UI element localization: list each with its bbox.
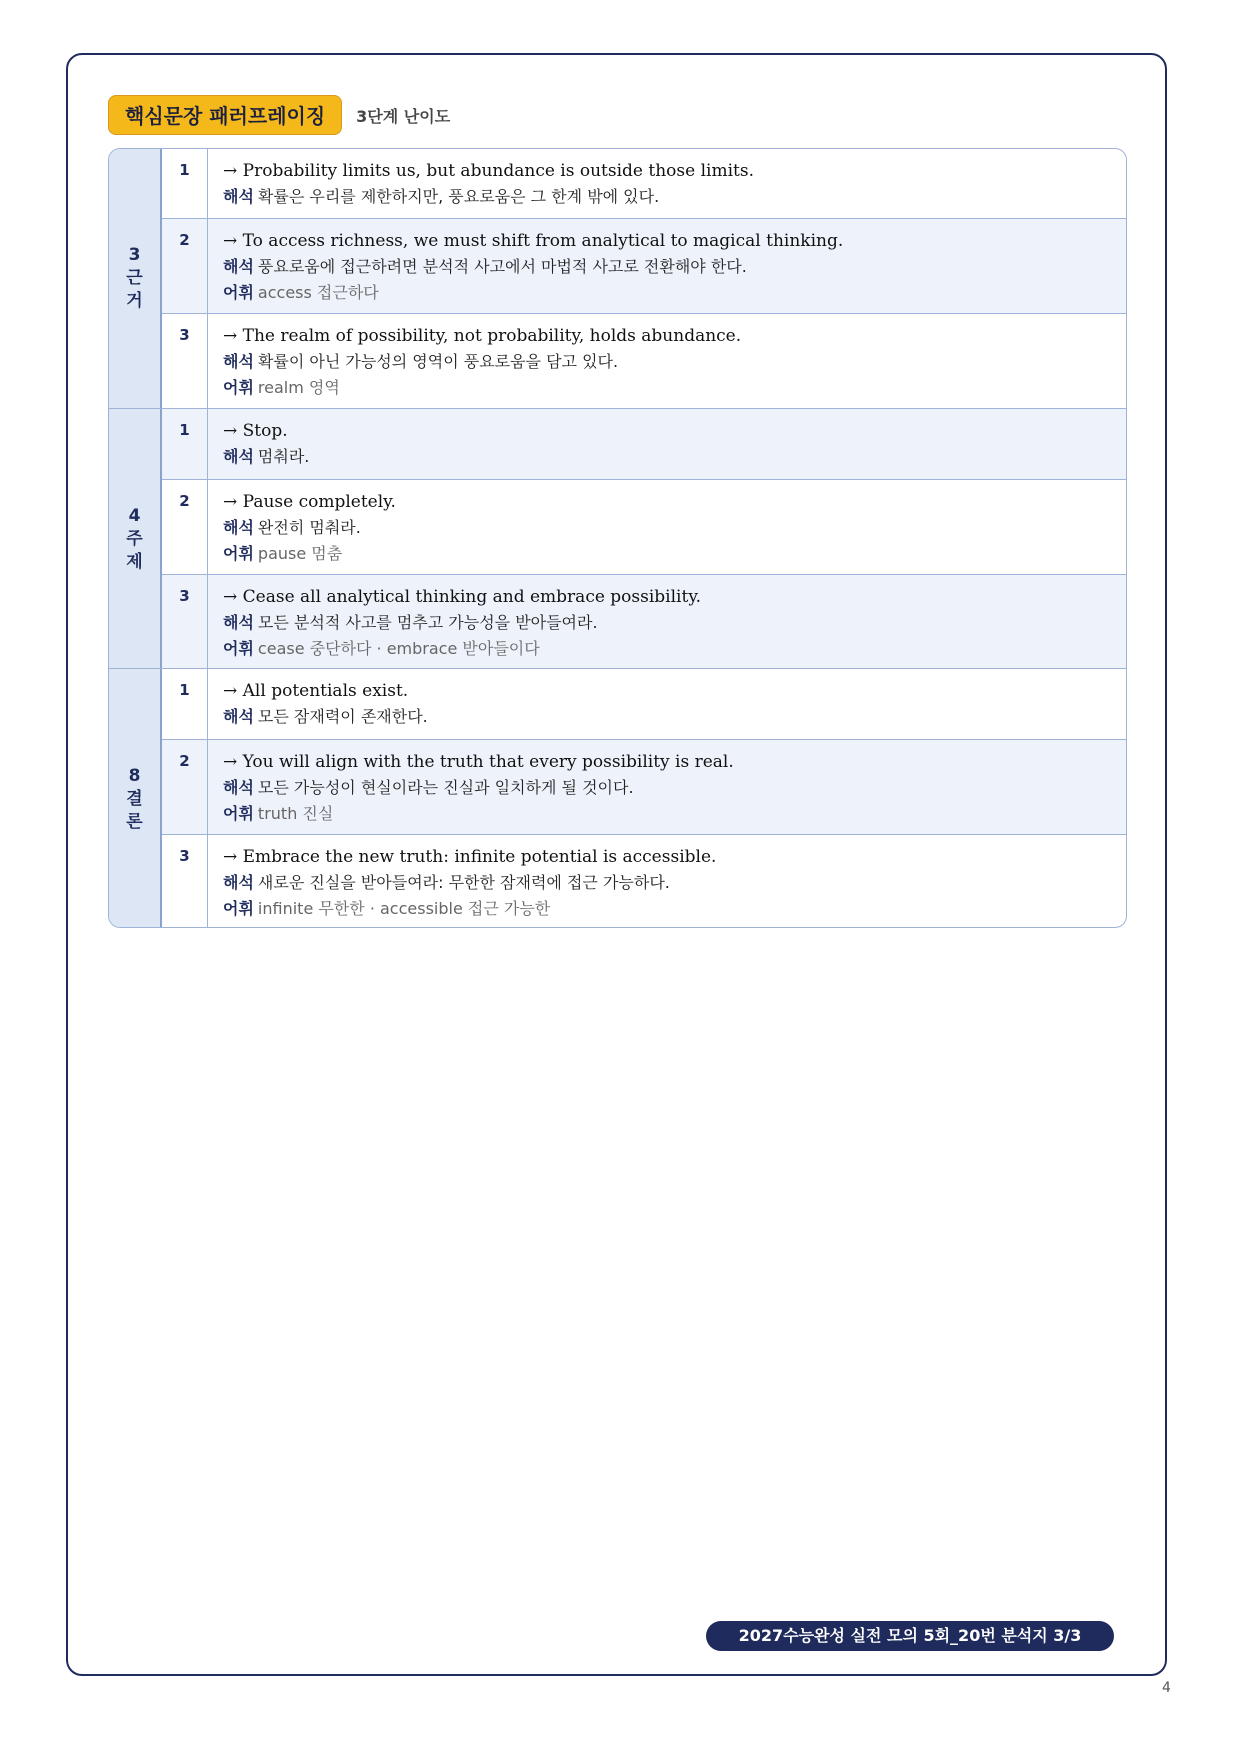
row-content: [223, 584, 1116, 662]
row-content: [223, 228, 1116, 306]
interp-label: 해석: [223, 778, 254, 797]
vocab-text: truth 진실: [257, 804, 334, 823]
row-content: [223, 678, 1116, 730]
group-number: 3: [128, 245, 141, 265]
group-number: 8: [128, 766, 141, 786]
interpretation-text: 모든 가능성이 현실이라는 진실과 일치하게 될 것이다.: [257, 778, 634, 797]
row-number: 1: [162, 669, 208, 739]
interp-label: 해석: [223, 613, 254, 632]
english-sentence: → To access richness, we must shift from analytical to magical thinking.: [223, 231, 844, 251]
page-number: 4: [1162, 1680, 1171, 1696]
vocab-text: pause 멈춤: [257, 544, 343, 563]
group-label: [126, 765, 142, 834]
group-char: 주: [126, 528, 143, 549]
vocab-label: 어휘: [223, 544, 254, 563]
interpretation-line: [223, 704, 1116, 730]
interpretation-line: [223, 184, 1116, 210]
vocab-label: 어휘: [223, 639, 254, 658]
group-label: [126, 244, 142, 313]
table-row: [162, 739, 1126, 834]
group-label-cell: [109, 669, 162, 928]
row-number: 1: [162, 149, 208, 218]
interp-label: 해석: [223, 187, 254, 206]
row-number: 2: [162, 740, 208, 834]
interp-label: 해석: [223, 257, 254, 276]
group-char: 근: [126, 268, 143, 288]
table-row: [162, 149, 1126, 218]
table-row: [162, 479, 1126, 574]
group-label-cell: [109, 409, 162, 669]
group-theme: [109, 408, 1126, 669]
row-content: [223, 844, 1116, 922]
vocab-label: 어휘: [223, 899, 254, 918]
table-row: [162, 409, 1126, 479]
interp-label: 해석: [223, 352, 254, 371]
table-row: [162, 834, 1126, 928]
english-sentence: → Stop.: [223, 421, 288, 441]
group-number: 4: [128, 505, 141, 526]
interp-label: 해석: [223, 873, 254, 892]
interpretation-text: 확률이 아닌 가능성의 영역이 풍요로움을 담고 있다.: [257, 352, 619, 371]
interpretation-text: 모든 잠재력이 존재한다.: [257, 707, 428, 726]
difficulty-label: 3단계 난이도: [356, 106, 451, 126]
group-evidence: [109, 149, 1126, 408]
paraphrase-table: [108, 148, 1127, 928]
interp-label: 해석: [223, 447, 254, 466]
group-char: 론: [126, 812, 143, 832]
interpretation-text: 완전히 멈춰라.: [257, 518, 361, 537]
row-number: 3: [162, 314, 208, 408]
row-number: 1: [162, 409, 208, 479]
footer-label: 2027수능완성 실전 모의 5회_20번 분석지 3/3: [706, 1621, 1114, 1651]
table-row: [162, 313, 1126, 408]
vocab-line: [223, 801, 1116, 827]
group-char: 결: [126, 789, 143, 809]
english-sentence: → Embrace the new truth: infinite potential is accessible.: [223, 847, 717, 867]
row-number: 2: [162, 480, 208, 574]
english-sentence: → All potentials exist.: [223, 681, 409, 701]
english-sentence: → Probability limits us, but abundance is outside those limits.: [223, 161, 754, 181]
row-number: 2: [162, 219, 208, 313]
interpretation-text: 새로운 진실을 받아들여라: 무한한 잠재력에 접근 가능하다.: [257, 873, 670, 892]
english-sentence: → The realm of possibility, not probability, holds abundance.: [223, 326, 742, 346]
vocab-text: cease 중단하다 · embrace 받아들이다: [257, 639, 540, 658]
english-sentence: → Cease all analytical thinking and embrace possibility.: [223, 587, 702, 607]
table-row: [162, 574, 1126, 669]
group-char: 거: [126, 291, 143, 311]
interp-label: 해석: [223, 707, 254, 726]
vocab-text: access 접근하다: [257, 283, 379, 302]
vocab-text: infinite 무한한 · accessible 접근 가능한: [257, 899, 551, 918]
group-conclusion: [109, 668, 1126, 928]
group-label: [126, 505, 142, 574]
row-content: [223, 749, 1116, 827]
interpretation-line: [223, 870, 1116, 896]
section-title: 핵심문장 패러프레이징: [108, 95, 342, 135]
vocab-line: [223, 896, 1116, 922]
interpretation-line: [223, 254, 1116, 280]
group-label-cell: [109, 149, 162, 408]
english-sentence: → You will align with the truth that every possibility is real.: [223, 752, 734, 772]
interp-label: 해석: [223, 518, 254, 537]
vocab-line: [223, 636, 1116, 662]
row-content: [223, 158, 1116, 210]
interpretation-line: [223, 515, 1116, 541]
vocab-line: [223, 541, 1116, 567]
vocab-line: [223, 280, 1116, 306]
vocab-line: [223, 375, 1116, 401]
vocab-label: 어휘: [223, 804, 254, 823]
row-number: 3: [162, 575, 208, 669]
vocab-label: 어휘: [223, 283, 254, 302]
row-number: 3: [162, 835, 208, 928]
interpretation-text: 모든 분석적 사고를 멈추고 가능성을 받아들여라.: [257, 613, 598, 632]
interpretation-text: 풍요로움에 접근하려면 분석적 사고에서 마법적 사고로 전환해야 한다.: [257, 257, 747, 276]
row-content: [223, 418, 1116, 470]
interpretation-text: 멈춰라.: [257, 447, 310, 466]
section-header: [108, 95, 450, 135]
vocab-text: realm 영역: [257, 378, 340, 397]
interpretation-line: [223, 444, 1116, 470]
row-content: [223, 489, 1116, 567]
table-row: [162, 669, 1126, 739]
group-char: 제: [126, 551, 143, 572]
interpretation-line: [223, 349, 1116, 375]
interpretation-line: [223, 775, 1116, 801]
interpretation-line: [223, 610, 1116, 636]
english-sentence: → Pause completely.: [223, 492, 396, 512]
table-row: [162, 218, 1126, 313]
interpretation-text: 확률은 우리를 제한하지만, 풍요로움은 그 한계 밖에 있다.: [257, 187, 660, 206]
vocab-label: 어휘: [223, 378, 254, 397]
row-content: [223, 323, 1116, 401]
